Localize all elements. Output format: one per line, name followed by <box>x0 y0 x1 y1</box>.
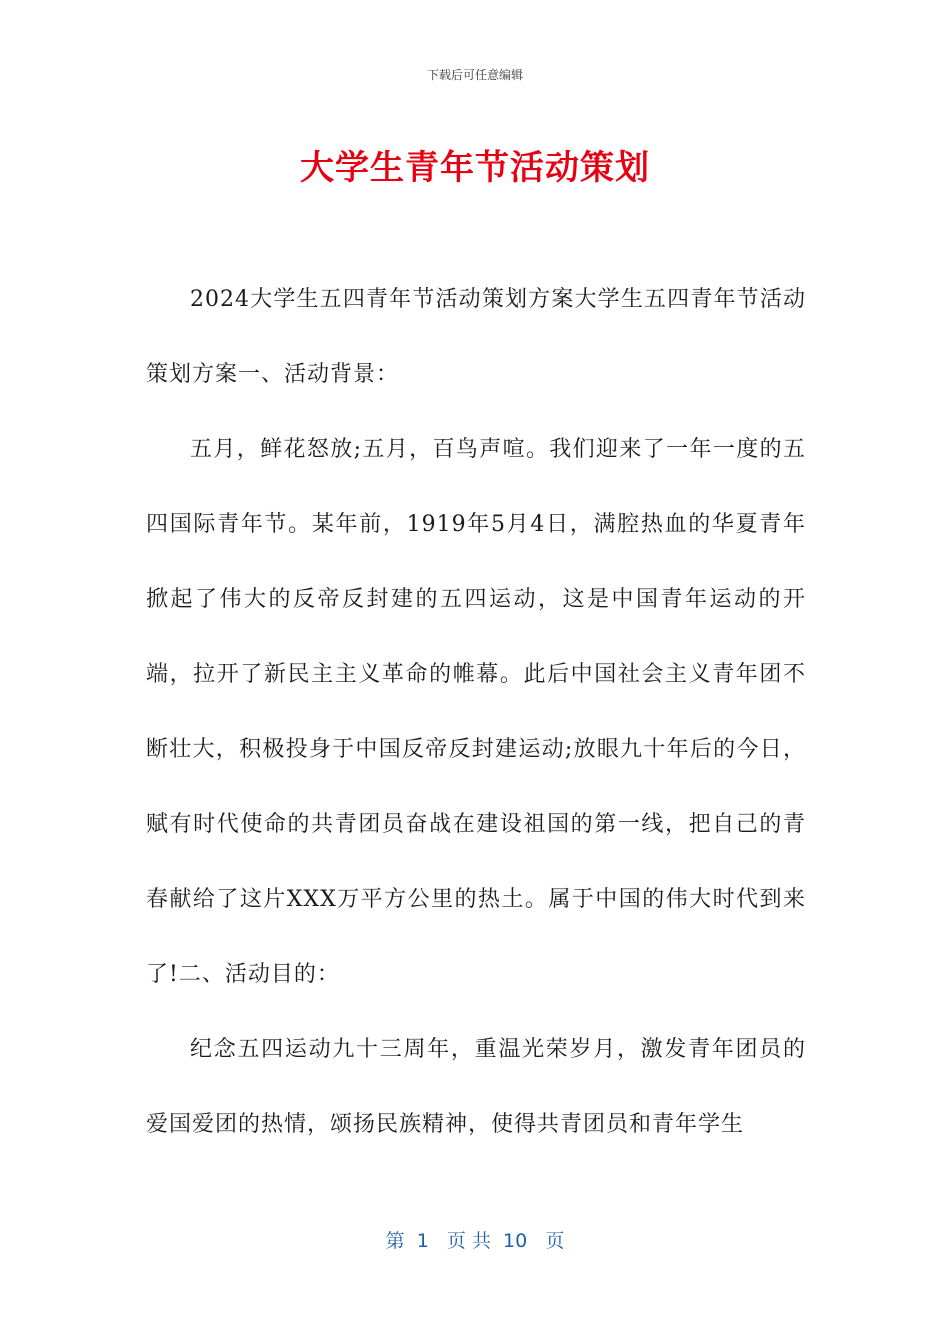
document-body <box>146 262 806 1162</box>
document-title: 大学生青年节活动策划 <box>300 148 650 188</box>
paragraph-background: 五月，鲜花怒放;五月，百鸟声喧。我们迎来了一年一度的五四国际青年节。某年前，1919年5月4日，满腔热血的华夏青年掀起了伟大的反帝反封建的五四运动，这是中国青年运动的开端，拉开了新民主主义革命的帷幕。此后中国社会主义青年团不断壮大，积极投身于中国反帝反封建运动;放眼九十年后的今日，赋有时代使命的共青团员奋战在建设祖国的第一线，把自己的青春献给了这片XXX万平方公里的热土。属于中国的伟大时代到来了!二、活动目的： <box>146 437 806 987</box>
paragraph-purpose: 纪念五四运动九十三周年，重温光荣岁月，激发青年团员的爱国爱团的热情，颂扬民族精神，使得共青团员和青年学生 <box>146 1037 806 1137</box>
header-note: 下载后可任意编辑 <box>426 68 523 82</box>
page-number-footer: 第 1 页 共 10 页 <box>385 1230 565 1252</box>
paragraph-intro: 2024大学生五四青年节活动策划方案大学生五四青年节活动策划方案一、活动背景： <box>146 287 806 387</box>
